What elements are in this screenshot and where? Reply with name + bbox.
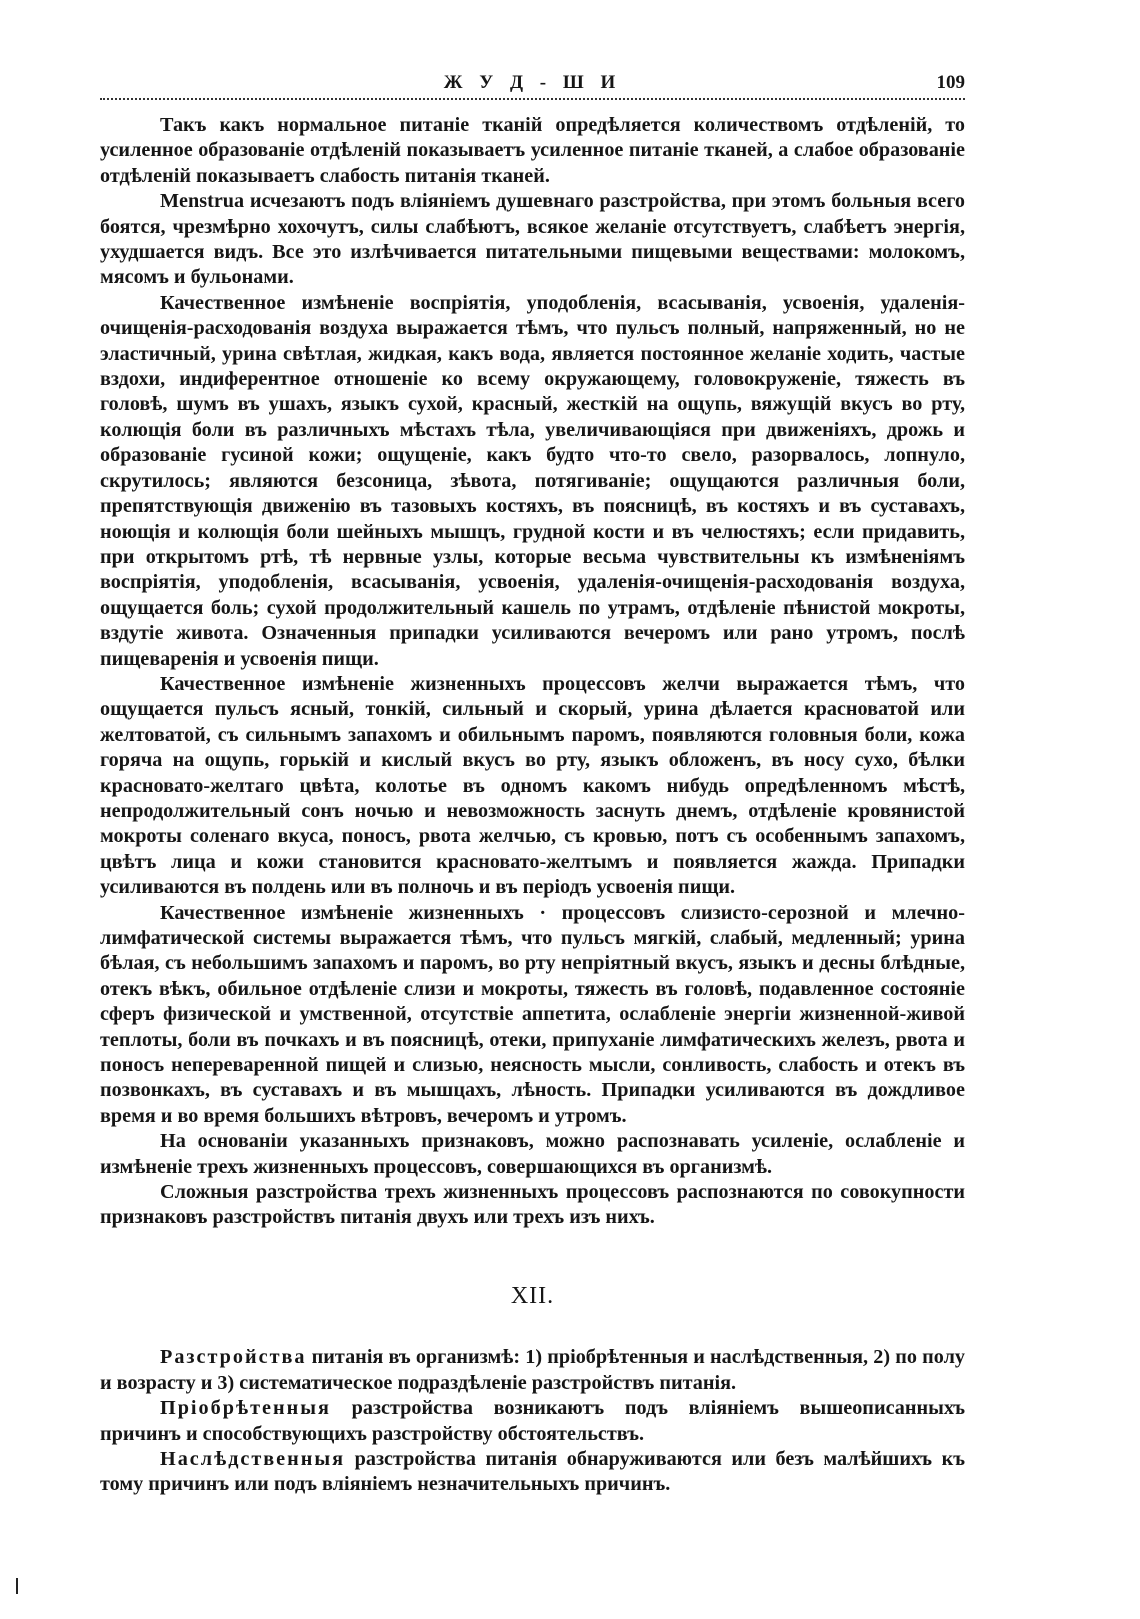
paragraph: Сложныя разстройства трехъ жизненныхъ процессовъ распознаются по совокупности признаковъ разстройствъ питанія двухъ или трехъ изъ нихъ. xyxy=(100,1181,965,1229)
paragraph-rest: разстройства питанія обнаруживаются или безъ малѣйшихъ къ тому причинъ или подъ вліяніемъ незначительныхъ причинъ. xyxy=(100,1447,965,1496)
paragraph: Качественное измѣненіе жизненныхъ · процессовъ слизисто-серозной и млечно-лимфатической системы выражается тѣмъ, что пульсъ мягкій, слабый, медленный; урина бѣлая, съ небольшимъ запахомъ и паромъ, во рту непріятный вкусъ, языкъ и десны блѣдные, отекъ вѣкъ, обильное отдѣленіе слизи и мокроты, тяжесть въ головѣ, подавленное состояніе сферъ физической и умственной, отсутствіе аппетита, ослабленіе энергіи жизненной-живой теплоты, боли въ почкахъ и въ поясницѣ, отеки, припуханіе лимфатическихъ железъ, рвота и поносъ непереваренной пищей и слизью, неясность мысли, сонливость, слабость и отекъ въ позвонкахъ, въ суставахъ и въ мышцахъ, лѣность. Припадки усиливаются въ дождливое время и во время большихъ вѣтровъ, вечеромъ и утромъ. xyxy=(100,901,965,1127)
paragraph-lead: Пріобрѣтенныя xyxy=(160,1397,331,1420)
paragraph: На основаніи указанныхъ признаковъ, можно распознавать усиленіе, ослабленіе и измѣненіе трехъ жизненныхъ процессовъ, совершающихся въ организмѣ. xyxy=(100,1130,965,1178)
paragraph-rest: разстройства возникаютъ подъ вліяніемъ вышеописанныхъ причинъ и способствующихъ разстройству обстоятельствъ. xyxy=(100,1397,965,1445)
paragraph: Качественное измѣненіе воспріятія, уподобленія, всасыванія, усвоенія, удаленія-очищенія-расходованія воздуха выражается тѣмъ, что пульсъ полный, напряженный, но не эластичный, урина свѣтлая, жидкая, какъ вода, является постоянное желаніе ходить, частые вздохи, индиферентное отношеніе ко всему окружающему, головокруженіе, тяжесть въ головѣ, шумъ въ ушахъ, языкъ сухой, красный, жесткій на ощупь, вяжущій вкусъ во рту, колющія боли въ различныхъ мѣстахъ тѣла, увеличивающіяся при движеніяхъ, дрожь и образованіе гусиной кожи; ощущеніе, какъ будто что-то свело, разорвалось, лопнуло, скрутилось; являются безсоница, зѣвота, потягиваніе; ощущаются различныя боли, препятствующія движенію въ тазовыхъ костяхъ, въ поясницѣ, въ костяхъ и въ суставахъ, ноющія и колющія боли шейныхъ мышцъ, грудной кости и въ челюстяхъ; если придавить, при открытомъ ртѣ, тѣ нервные узлы, которые весьма чувствительны къ измѣненіямъ воспріятія, уподобленія, всасыванія, усвоенія, удаленія-очищенія-расходованія воздуха, ощущается боль; сухой продолжительный кашель по утрамъ, отдѣленіе пѣнистой мокроты, вздутіе живота. Означенныя припадки усиливаются вечеромъ или рано утромъ, послѣ пищеваренія и усвоенія пищи. xyxy=(100,291,965,670)
paragraph: Menstrua исчезаютъ подъ вліяніемъ душевнаго разстройства, при этомъ больныя всего боятся, чрезмѣрно хохочутъ, силы слабѣютъ, всякое желаніе отсутствуетъ, слабѣетъ энергія, ухудшается видъ. Все это излѣчивается питательными пищевыми веществами: молокомъ, мясомъ и бульонами. xyxy=(100,190,965,289)
paragraph-lead: Наслѣдственныя xyxy=(160,1447,346,1470)
margin-mark xyxy=(16,1578,18,1594)
paragraph xyxy=(100,1447,965,1498)
paragraph xyxy=(100,1345,965,1396)
page-header xyxy=(100,68,965,102)
paragraph xyxy=(100,1396,965,1447)
section-title: XII. xyxy=(510,1282,555,1309)
running-title: Ж У Д - Ш И xyxy=(443,72,622,93)
paragraph: Качественное измѣненіе жизненныхъ процессовъ желчи выражается тѣмъ, что ощущается пульсъ ясный, тонкій, сильный и скорый, урина дѣлается красноватой или желтоватой, съ сильнымъ запахомъ и обильнымъ паромъ, появляются головныя боли, кожа горяча на ощупь, горькій и кислый вкусъ во рту, языкъ обложенъ, въ носу сухо, бѣлки красновато-желтаго цвѣта, колотье въ одномъ какомъ нибудь опредѣленномъ мѣстѣ, непродолжительный сонъ ночью и невозможность заснуть днемъ, отдѣленіе кровянистой мокроты соленаго вкуса, поносъ, рвота желчью, съ кровью, потъ съ особеннымъ запахомъ, цвѣтъ лица и кожи становится красновато-желтымъ и появляется жажда. Припадки усиливаются въ полдень или въ полночь и въ періодъ усвоенія пищи. xyxy=(100,672,965,899)
page-body xyxy=(100,113,965,1498)
paragraph: Такъ какъ нормальное питаніе тканій опредѣляется количествомъ отдѣленій, то усиленное образованіе отдѣленій показываетъ усиленное питаніе тканей, а слабое образованіе отдѣленій показываетъ слабость питанія тканей. xyxy=(100,114,965,187)
header-rule xyxy=(100,98,965,100)
paragraph-rest: питанія въ организмѣ: 1) пріобрѣтенныя и наслѣдственныя, 2) по полу и возрасту и 3) систематическое подраздѣленіе разстройствъ питанія. xyxy=(100,1346,965,1394)
page-number: 109 xyxy=(936,72,965,93)
paragraph-lead: Разстройства xyxy=(160,1346,307,1369)
